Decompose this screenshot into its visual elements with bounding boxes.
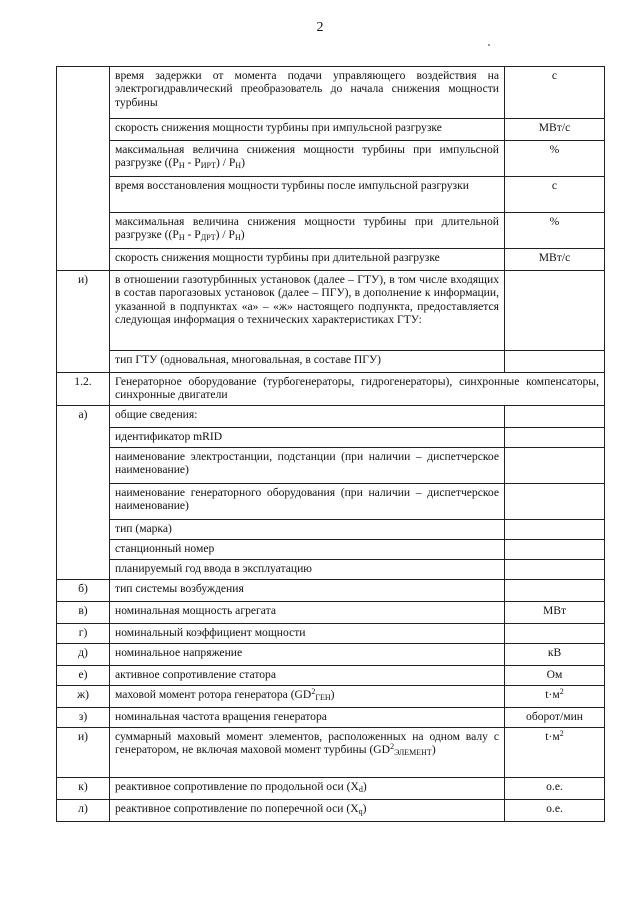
row-description: наименование электростанции, подстанции (при наличии – диспетчерское наименование)	[110, 447, 505, 483]
row-description: скорость снижения мощности турбины при импульсной разгрузке	[110, 119, 505, 141]
row-code: е)	[57, 665, 110, 685]
row-unit: с	[505, 177, 605, 213]
row-unit: кВ	[505, 643, 605, 665]
row-unit	[505, 579, 605, 601]
row-code: д)	[57, 643, 110, 665]
row-description: тип системы возбуждения	[110, 579, 505, 601]
row-description: реактивное сопротивление по поперечной оси $(X_q)$	[110, 799, 505, 821]
row-description: в отношении газотурбинных установок (далее – ГТУ), в том числе входящих в состав парогазовых установок (далее – ПГУ), в дополнение к информации, указанной в подпунктах «а» – «ж» настоящего подпункта, предоставляется следующая информация о технических характеристиках ГТУ:	[110, 271, 505, 351]
row-description: станционный номер	[110, 539, 505, 559]
row-description: тип (марка)	[110, 519, 505, 539]
row-description: наименование генераторного оборудования (при наличии – диспетчерское наименование)	[110, 483, 505, 519]
row-unit: Ом	[505, 665, 605, 685]
row-code	[57, 67, 110, 271]
row-unit	[505, 623, 605, 643]
row-code: в)	[57, 601, 110, 623]
scan-speck	[488, 44, 490, 46]
table-row	[57, 777, 605, 799]
row-unit	[505, 559, 605, 579]
table-row	[57, 249, 605, 271]
row-unit	[505, 405, 605, 427]
table-row	[57, 67, 605, 119]
row-unit	[505, 351, 605, 373]
row-description: номинальная мощность агрегата	[110, 601, 505, 623]
row-code: а)	[57, 405, 110, 579]
table-row	[57, 665, 605, 685]
row-unit: МВт/с	[505, 249, 605, 271]
row-unit: оборот/мин	[505, 707, 605, 727]
table-row	[57, 351, 605, 373]
row-description: активное сопротивление статора	[110, 665, 505, 685]
row-description: общие сведения:	[110, 405, 505, 427]
row-code: з)	[57, 707, 110, 727]
table-row	[57, 643, 605, 665]
row-code: и)	[57, 727, 110, 777]
spec-table-body	[57, 67, 605, 822]
row-code: г)	[57, 623, 110, 643]
table-row	[57, 119, 605, 141]
table-row	[57, 405, 605, 427]
row-unit	[505, 427, 605, 447]
page-number: 2	[316, 20, 324, 35]
table-row	[57, 799, 605, 821]
row-code: б)	[57, 579, 110, 601]
row-code: 1.2.	[57, 373, 110, 406]
row-unit	[505, 483, 605, 519]
row-description: время восстановления мощности турбины после импульсной разгрузки	[110, 177, 505, 213]
row-unit: о.е.	[505, 799, 605, 821]
table-row	[57, 177, 605, 213]
row-description: маховой момент ротора генератора $(GD^2_{ГЕН})$	[110, 685, 505, 707]
row-description: суммарный маховый момент элементов, расположенных на одном валу с генератором, не включая маховой момент турбины $(GD^2_{ЭЛЕМЕНТ})$	[110, 727, 505, 777]
row-unit: %	[505, 213, 605, 249]
row-unit: МВт	[505, 601, 605, 623]
table-row	[57, 623, 605, 643]
row-code: ж)	[57, 685, 110, 707]
row-description: максимальная величина снижения мощности турбины при импульсной разгрузке $((P_Н - P_{ИРТ}) / P_Н)$	[110, 141, 505, 177]
row-code: к)	[57, 777, 110, 799]
row-description: номинальное напряжение	[110, 643, 505, 665]
table-row	[57, 707, 605, 727]
table-row	[57, 271, 605, 351]
table-row	[57, 373, 605, 406]
row-description: тип ГТУ (одновальная, многовальная, в составе ПГУ)	[110, 351, 505, 373]
row-unit	[505, 519, 605, 539]
row-description: максимальная величина снижения мощности турбины при длительной разгрузке $((P_Н - P_{ДРТ}) / P_Н)$	[110, 213, 505, 249]
row-unit: МВт/с	[505, 119, 605, 141]
row-code: и)	[57, 271, 110, 373]
row-code: л)	[57, 799, 110, 821]
row-description: планируемый год ввода в эксплуатацию	[110, 559, 505, 579]
row-unit: %	[505, 141, 605, 177]
row-description: номинальная частота вращения генератора	[110, 707, 505, 727]
row-unit: о.е.	[505, 777, 605, 799]
table-row	[57, 685, 605, 707]
row-unit	[505, 447, 605, 483]
row-unit: $t\cdot м^2$	[505, 685, 605, 707]
row-description: реактивное сопротивление по продольной оси $(X_d)$	[110, 777, 505, 799]
row-unit: $t\cdot м^2$	[505, 727, 605, 777]
section-heading: Генераторное оборудование (турбогенераторы, гидрогенераторы), синхронные компенсаторы, синхронные двигатели	[110, 373, 605, 406]
table-row	[57, 447, 605, 483]
row-unit	[505, 539, 605, 559]
row-unit: с	[505, 67, 605, 119]
table-row	[57, 213, 605, 249]
table-row	[57, 601, 605, 623]
row-description: скорость снижения мощности турбины при длительной разгрузке	[110, 249, 505, 271]
spec-table	[56, 66, 605, 822]
table-row	[57, 579, 605, 601]
table-row	[57, 483, 605, 519]
table-row	[57, 519, 605, 539]
table-row	[57, 559, 605, 579]
table-row	[57, 141, 605, 177]
row-description: время задержки от момента подачи управляющего воздействия на электрогидравлический преобразователь до начала снижения мощности турбины	[110, 67, 505, 119]
table-row	[57, 727, 605, 777]
row-description: номинальный коэффициент мощности	[110, 623, 505, 643]
table-row	[57, 427, 605, 447]
row-unit	[505, 271, 605, 351]
table-row	[57, 539, 605, 559]
row-description: идентификатор mRID	[110, 427, 505, 447]
